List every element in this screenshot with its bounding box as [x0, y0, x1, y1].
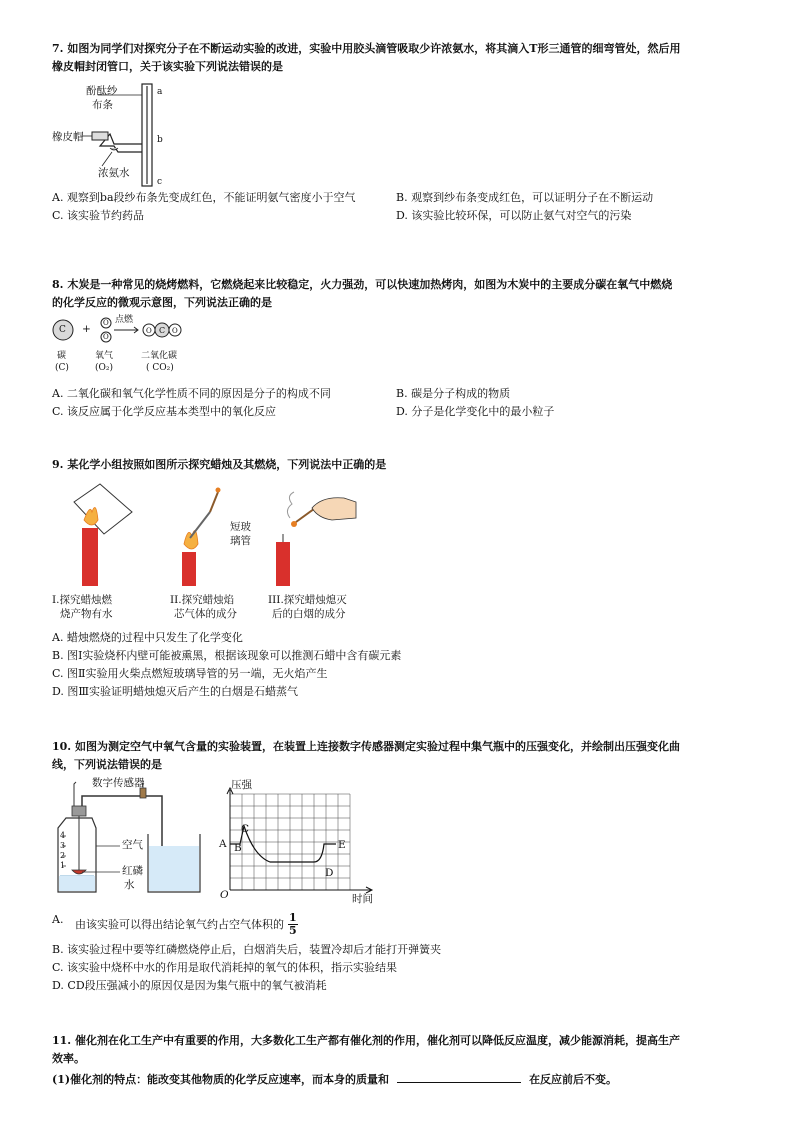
q7-option-d[interactable]: D. 该实验比较环保，可以防止氨气对空气的污染: [396, 209, 632, 222]
q8-co2-formula: ( CO₂): [146, 363, 174, 373]
graph-point-a: A: [219, 838, 227, 850]
figure-2: [182, 488, 221, 587]
q10-graph-svg: [218, 786, 378, 896]
q11-subquestion-1: [52, 1070, 617, 1089]
candle-3: [276, 542, 290, 586]
q8-co2-c: C: [159, 326, 166, 335]
q9-tube-label-2: 璃管: [230, 535, 251, 547]
q7-title-line2: 橡皮帽封闭管口，关于该实验下列说法错误的是: [52, 60, 283, 73]
q7-label-c: c: [157, 177, 163, 187]
q11-title-line2: 效率。: [52, 1052, 85, 1065]
q8-o-letter-2: O: [103, 333, 109, 341]
q11-title-line1: 11. 催化剂在化工生产中有重要的作用，大多数化工生产都有催化剂的作用，催化剂可以降低反应温度，减少能源消耗，提高生产: [52, 1034, 680, 1047]
q8-o-letter-1: O: [103, 319, 109, 327]
q10-scale-2: 2: [60, 851, 66, 860]
q8-oxygen-formula: (O₂): [95, 363, 114, 373]
q8-c-letter: C: [59, 325, 66, 335]
q9-candles-svg: [60, 482, 360, 592]
white-smoke: [287, 492, 294, 518]
q7-label-cloth2: 布条: [92, 99, 113, 111]
q8-oxygen-name: 氧气: [95, 351, 114, 361]
q8-condition: 点燃: [115, 315, 134, 325]
q7-option-a[interactable]: A. 观察到ba段纱布条先变成红色，不能证明氨气密度小于空气: [52, 191, 356, 204]
short-glass-tube: [190, 512, 210, 538]
q10-title-line1: 10. 如图为测定空气中氧气含量的实验装置，在装置上连接数字传感器测定实验过程中集气瓶中的压强变化，并绘制出压强变化曲: [52, 740, 680, 753]
figure-3: [276, 492, 356, 586]
graph-point-d: D: [325, 867, 334, 879]
beaker-water: [149, 846, 199, 891]
q8-carbon-formula: (C): [55, 363, 69, 373]
q7-label-ammonia: 浓氨水: [98, 167, 130, 179]
q9-caption-1-line1: I.探究蜡烛燃: [52, 594, 112, 606]
q8-title-line1: 8. 木炭是一种常见的烧烤燃料，它燃烧起来比较稳定，火力强劲，可以快速加热烤肉，如图为木炭中的主要成分碳在氧气中燃烧: [52, 278, 673, 291]
graph-point-e: E: [338, 839, 346, 851]
q11-sub1-prefix: (1)催化剂的特点：能改变其他物质的化学反应速率，而本身的质量和: [52, 1073, 390, 1086]
q10-option-a-prefix: A.: [52, 913, 64, 926]
flame-2: [184, 531, 198, 549]
q7-label-cloth: 酚酞纱: [86, 85, 118, 97]
q9-title: 9. 某化学小组按照如图所示探究蜡烛及其燃烧，下列说法中正确的是: [52, 458, 387, 471]
q7-label-a: a: [157, 87, 163, 97]
inverted-beaker: [74, 484, 132, 534]
q10-option-d[interactable]: D. CD段压强减小的原因仅是因为集气瓶中的氧气被消耗: [52, 979, 327, 992]
q10-water-label: 水: [124, 879, 135, 891]
fraction-one-fifth: [288, 912, 298, 937]
q9-option-b[interactable]: B. 图Ⅰ实验烧杯内壁可能被熏黑，根据该现象可以推测石蜡中含有碳元素: [52, 649, 402, 662]
q10-phosphorus-label: 红磷: [122, 865, 143, 877]
q7-title-line1: 7. 如图为同学们对探究分子在不断运动实验的改进，实验中用胶头滴管吸取少许浓氨水，将其滴入T形三通管的细弯管处，然后用: [52, 42, 681, 55]
graph-x-label: 时间: [352, 893, 373, 905]
candle-1: [82, 528, 98, 586]
q10-option-a-text: 由该实验可以得出结论氧气约占空气体积的: [74, 917, 284, 931]
fraction-denominator: 5: [288, 924, 297, 937]
q9-option-c[interactable]: C. 图Ⅱ实验用火柴点燃短玻璃导管的另一端，无火焰产生: [52, 667, 328, 680]
q11-answer-blank[interactable]: [397, 1070, 521, 1083]
q7-option-c[interactable]: C. 该实验节约药品: [52, 209, 145, 222]
rubber-cap: [92, 132, 108, 140]
q8-co2-name: 二氧化碳: [141, 351, 178, 361]
match-flame-3: [291, 521, 297, 527]
q10-option-c[interactable]: C. 该实验中烧杯中水的作用是取代消耗掉的氧气的体积，指示实验结果: [52, 961, 398, 974]
q9-caption-3-line1: III.探究蜡烛熄灭: [268, 594, 347, 606]
q8-option-b[interactable]: B. 碳是分子构成的物质: [396, 387, 511, 400]
q11-sub1-suffix: 在反应前后不变。: [529, 1073, 618, 1086]
graph-origin: O: [220, 889, 229, 901]
fraction-numerator: 1: [288, 911, 297, 924]
graph-point-c: C: [241, 823, 250, 835]
stopper: [72, 806, 86, 816]
q10-air-label: 空气: [122, 839, 143, 851]
q8-option-d[interactable]: D. 分子是化学变化中的最小粒子: [396, 405, 555, 418]
q8-option-a[interactable]: A. 二氧化碳和氧气化学性质不同的原因是分子的构成不同: [52, 387, 331, 400]
q7-label-cap: 橡皮帽: [52, 131, 84, 143]
candle-2: [182, 552, 196, 586]
q9-option-d[interactable]: D. 图Ⅲ实验证明蜡烛熄灭后产生的白烟是石蜡蒸气: [52, 685, 299, 698]
bottle-water: [59, 876, 95, 891]
q10-pressure-graph: [218, 786, 378, 896]
graph-point-b: B: [234, 842, 242, 854]
q9-option-a[interactable]: A. 蜡烛燃烧的过程中只发生了化学变化: [52, 631, 243, 644]
hand: [312, 498, 356, 520]
graph-y-label: 压强: [231, 779, 252, 791]
match-head-2: [216, 488, 221, 493]
q10-sensor-label: 数字传感器: [92, 777, 145, 789]
q10-title-line2: 线，下列说法错误的是: [52, 758, 162, 771]
match-2: [210, 492, 218, 512]
q10-scale-1: 1: [60, 861, 66, 870]
q8-option-c[interactable]: C. 该反应属于化学反应基本类型中的氧化反应: [52, 405, 277, 418]
q9-candle-figures: [60, 482, 360, 592]
q9-caption-3-line2: 后的白烟的成分: [272, 608, 346, 620]
q8-plus: +: [82, 323, 91, 335]
q9-caption-1-line2: 烧产物有水: [60, 608, 113, 620]
q10-scale-4: 4: [60, 831, 66, 840]
q8-carbon-name: 碳: [57, 351, 67, 361]
q9-tube-label-1: 短玻: [230, 521, 251, 533]
q7-label-b: b: [157, 135, 163, 145]
q8-co2-o2: O: [172, 327, 178, 335]
q9-caption-2-line2: 芯气体的成分: [174, 608, 237, 620]
ammonia-leader: [102, 152, 112, 166]
sensor-wire-left: [74, 782, 76, 806]
q8-co2-o1: O: [146, 327, 152, 335]
q10-option-b[interactable]: B. 该实验过程中要等红磷燃烧停止后，白烟消失后，装置冷却后才能打开弹簧夹: [52, 943, 442, 956]
q10-scale-3: 3: [60, 841, 66, 850]
q7-option-b[interactable]: B. 观察到纱布条变成红色，可以证明分子在不断运动: [396, 191, 654, 204]
figure-1: [74, 484, 132, 586]
q9-caption-2-line1: II.探究蜡烛焰: [170, 594, 235, 606]
q8-title-line2: 的化学反应的微观示意图，下列说法正确的是: [52, 296, 272, 309]
q10-option-a[interactable]: [52, 912, 298, 937]
